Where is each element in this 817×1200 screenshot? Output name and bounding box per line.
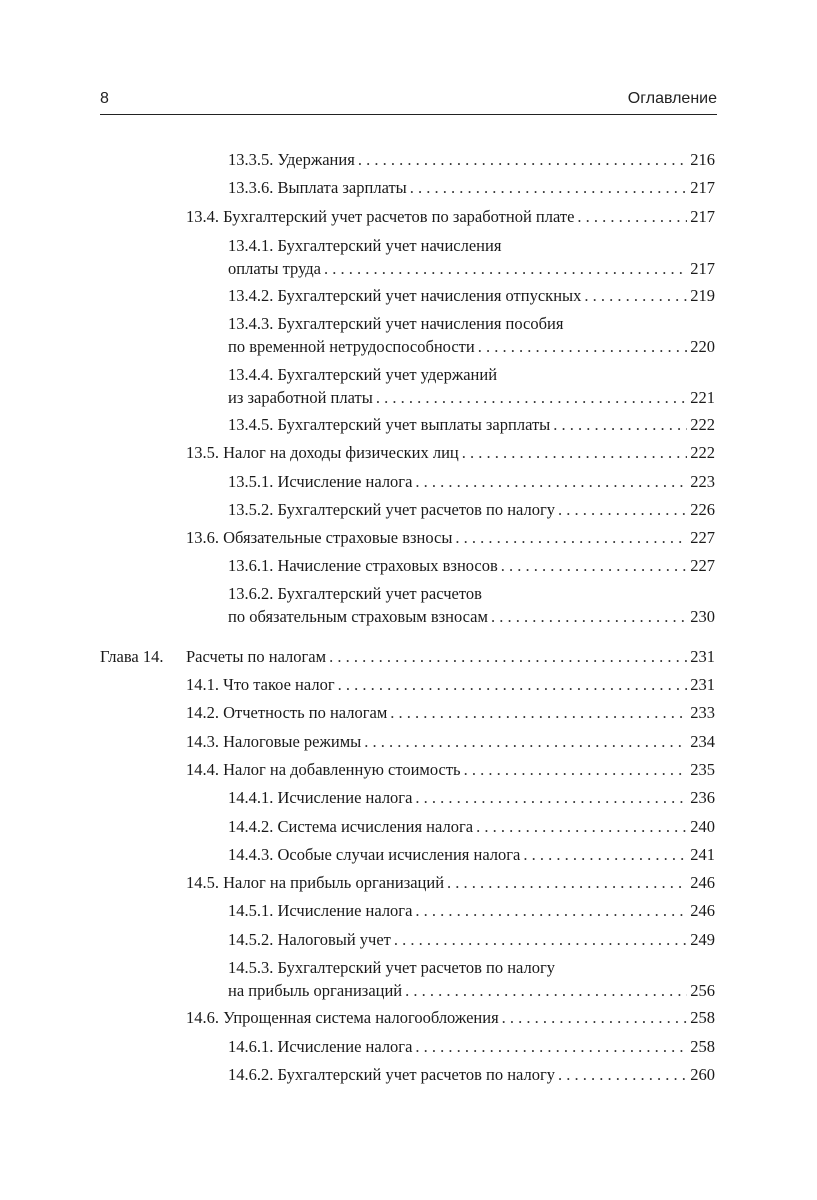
leader-dots [415, 470, 687, 493]
leader-dots [476, 815, 687, 838]
toc-entry-title-line1: 14.5.3. Бухгалтерский учет расчетов по налогу [228, 958, 556, 977]
toc-entry[interactable] [186, 871, 715, 894]
toc-entry-title: оплаты труда [228, 259, 322, 278]
toc-entry[interactable] [186, 1006, 715, 1029]
toc-entry[interactable] [228, 928, 715, 951]
leader-dots [464, 758, 688, 781]
toc-entry-title: 14.4.3. Особые случаи исчисления налога [228, 845, 521, 864]
toc-entry-title: по временной нетрудоспособности [228, 337, 475, 356]
toc-entry-title-line1: 13.4.4. Бухгалтерский учет удержаний [228, 365, 498, 384]
toc-entry-title-line1: 13.4.1. Бухгалтерский учет начисления [228, 236, 502, 255]
toc-entry[interactable] [228, 312, 715, 358]
toc-entry-page-number: 234 [690, 732, 715, 751]
toc-entry-page-number: 221 [690, 388, 715, 407]
toc-entry[interactable] [228, 148, 715, 171]
leader-dots [455, 526, 687, 549]
toc-entry-title: 13.5.2. Бухгалтерский учет расчетов по налогу [228, 500, 556, 519]
toc-entry-page-number: 235 [690, 760, 715, 779]
leader-dots [553, 413, 687, 436]
leader-dots [415, 899, 687, 922]
toc-entry-page-number: 233 [690, 703, 715, 722]
toc-entry-page-number: 258 [690, 1037, 715, 1056]
toc-entry-title: 14.5.1. Исчисление налога [228, 901, 413, 920]
leader-dots [558, 498, 687, 521]
toc-entry-title: 13.5. Налог на доходы физических лиц [186, 443, 459, 462]
toc-entry-page-number: 217 [690, 259, 715, 278]
toc-entry-page-number: 258 [690, 1008, 715, 1027]
toc-entry-title: 14.1. Что такое налог [186, 675, 335, 694]
toc-entry-page-number: 220 [690, 337, 715, 356]
toc-entry-title: из заработной платы [228, 388, 373, 407]
toc-entry[interactable] [228, 234, 715, 280]
toc-entry[interactable] [186, 673, 715, 696]
toc-entry[interactable] [186, 730, 715, 753]
toc-entry-page-number: 222 [690, 443, 715, 462]
leader-dots [390, 701, 687, 724]
toc-entry[interactable] [228, 582, 715, 628]
toc-entry[interactable] [186, 645, 715, 668]
toc-entry[interactable] [228, 956, 715, 1002]
toc-entry[interactable] [228, 363, 715, 409]
toc-entry-title-line1: 13.6.2. Бухгалтерский учет расчетов [228, 584, 482, 603]
leader-dots [584, 284, 687, 307]
toc-entry-title: 14.6.2. Бухгалтерский учет расчетов по налогу [228, 1065, 556, 1084]
toc-entry-page-number: 216 [690, 150, 715, 169]
toc-entry-page-number: 246 [690, 901, 715, 920]
toc-entry[interactable] [186, 205, 715, 228]
leader-dots [405, 979, 687, 1002]
header-title: Оглавление [627, 90, 717, 107]
toc-entry-title-line1: 13.4.3. Бухгалтерский учет начисления пособия [228, 314, 564, 333]
leader-dots [415, 786, 687, 809]
toc-entry[interactable] [228, 176, 715, 199]
toc-entry[interactable] [228, 843, 715, 866]
page-number: 8 [100, 90, 109, 107]
leader-dots [447, 871, 687, 894]
leader-dots [324, 257, 687, 280]
toc-entry-title: 13.6.1. Начисление страховых взносов [228, 556, 498, 575]
leader-dots [462, 441, 688, 464]
toc-entry[interactable] [186, 441, 715, 464]
toc-entry-title: 14.6.1. Исчисление налога [228, 1037, 413, 1056]
leader-dots [329, 645, 687, 668]
toc-entry-title: 13.4.5. Бухгалтерский учет выплаты зарплаты [228, 415, 551, 434]
toc-entry-title: Расчеты по налогам [186, 647, 327, 666]
leader-dots [523, 843, 687, 866]
toc-entry[interactable] [228, 815, 715, 838]
toc-entry-title: по обязательным страховым взносам [228, 607, 488, 626]
toc-entry[interactable] [228, 1063, 715, 1086]
toc-entry-page-number: 217 [690, 207, 715, 226]
toc-entry[interactable] [228, 498, 715, 521]
toc-entry-page-number: 230 [690, 607, 715, 626]
toc-entry-title: 13.4.2. Бухгалтерский учет начисления отпускных [228, 286, 582, 305]
leader-dots [491, 605, 687, 628]
toc-entry-page-number: 231 [690, 675, 715, 694]
toc-entry-title: 14.6. Упрощенная система налогообложения [186, 1008, 499, 1027]
toc-entry-page-number: 227 [690, 528, 715, 547]
toc-entry-title: 14.2. Отчетность по налогам [186, 703, 388, 722]
toc-entry-page-number: 240 [690, 817, 715, 836]
toc-entry[interactable] [186, 526, 715, 549]
leader-dots [558, 1063, 687, 1086]
toc-entry-title: на прибыль организаций [228, 981, 403, 1000]
leader-dots [338, 673, 688, 696]
toc-entry-page-number: 227 [690, 556, 715, 575]
toc-entry-page-number: 241 [690, 845, 715, 864]
toc-entry[interactable] [228, 470, 715, 493]
toc-entry-page-number: 256 [690, 981, 715, 1000]
toc-entry-title: 13.4. Бухгалтерский учет расчетов по заработной плате [186, 207, 575, 226]
toc-entry-title: 14.3. Налоговые режимы [186, 732, 362, 751]
leader-dots [415, 1035, 687, 1058]
toc-entry-page-number: 249 [690, 930, 715, 949]
toc-entry-page-number: 236 [690, 788, 715, 807]
toc-entry-page-number: 246 [690, 873, 715, 892]
toc-entry-title: 14.5. Налог на прибыль организаций [186, 873, 445, 892]
toc-entry-page-number: 219 [690, 286, 715, 305]
leader-dots [502, 1006, 688, 1029]
toc-entry[interactable] [228, 1035, 715, 1058]
toc-entry-title: 14.5.2. Налоговый учет [228, 930, 391, 949]
toc-entry-page-number: 217 [690, 178, 715, 197]
leader-dots [577, 205, 687, 228]
toc-entry-title: 13.3.6. Выплата зарплаты [228, 178, 407, 197]
leader-dots [501, 554, 687, 577]
leader-dots [410, 176, 687, 199]
toc-entry-title: 14.4.2. Система исчисления налога [228, 817, 474, 836]
toc-entry-page-number: 222 [690, 415, 715, 434]
toc-entry-title: 13.6. Обязательные страховые взносы [186, 528, 453, 547]
toc-entry[interactable] [228, 554, 715, 577]
leader-dots [394, 928, 687, 951]
toc-entry[interactable] [228, 413, 715, 436]
toc-entry-page-number: 231 [690, 647, 715, 666]
leader-dots [478, 335, 688, 358]
leader-dots [376, 386, 687, 409]
toc-entry-title: 13.5.1. Исчисление налога [228, 472, 413, 491]
toc-entry[interactable] [228, 284, 715, 307]
toc-entry[interactable] [186, 701, 715, 724]
chapter-14-label: Глава 14. [100, 647, 164, 666]
toc-entry-title: 13.3.5. Удержания [228, 150, 355, 169]
leader-dots [364, 730, 687, 753]
toc-entry-title: 14.4.1. Исчисление налога [228, 788, 413, 807]
toc-entry-page-number: 223 [690, 472, 715, 491]
toc-entry-title: 14.4. Налог на добавленную стоимость [186, 760, 461, 779]
toc-entry[interactable] [228, 899, 715, 922]
toc-entry-page-number: 260 [690, 1065, 715, 1084]
leader-dots [358, 148, 687, 171]
toc-entry-page-number: 226 [690, 500, 715, 519]
toc-entry[interactable] [228, 786, 715, 809]
toc-entry[interactable] [186, 758, 715, 781]
